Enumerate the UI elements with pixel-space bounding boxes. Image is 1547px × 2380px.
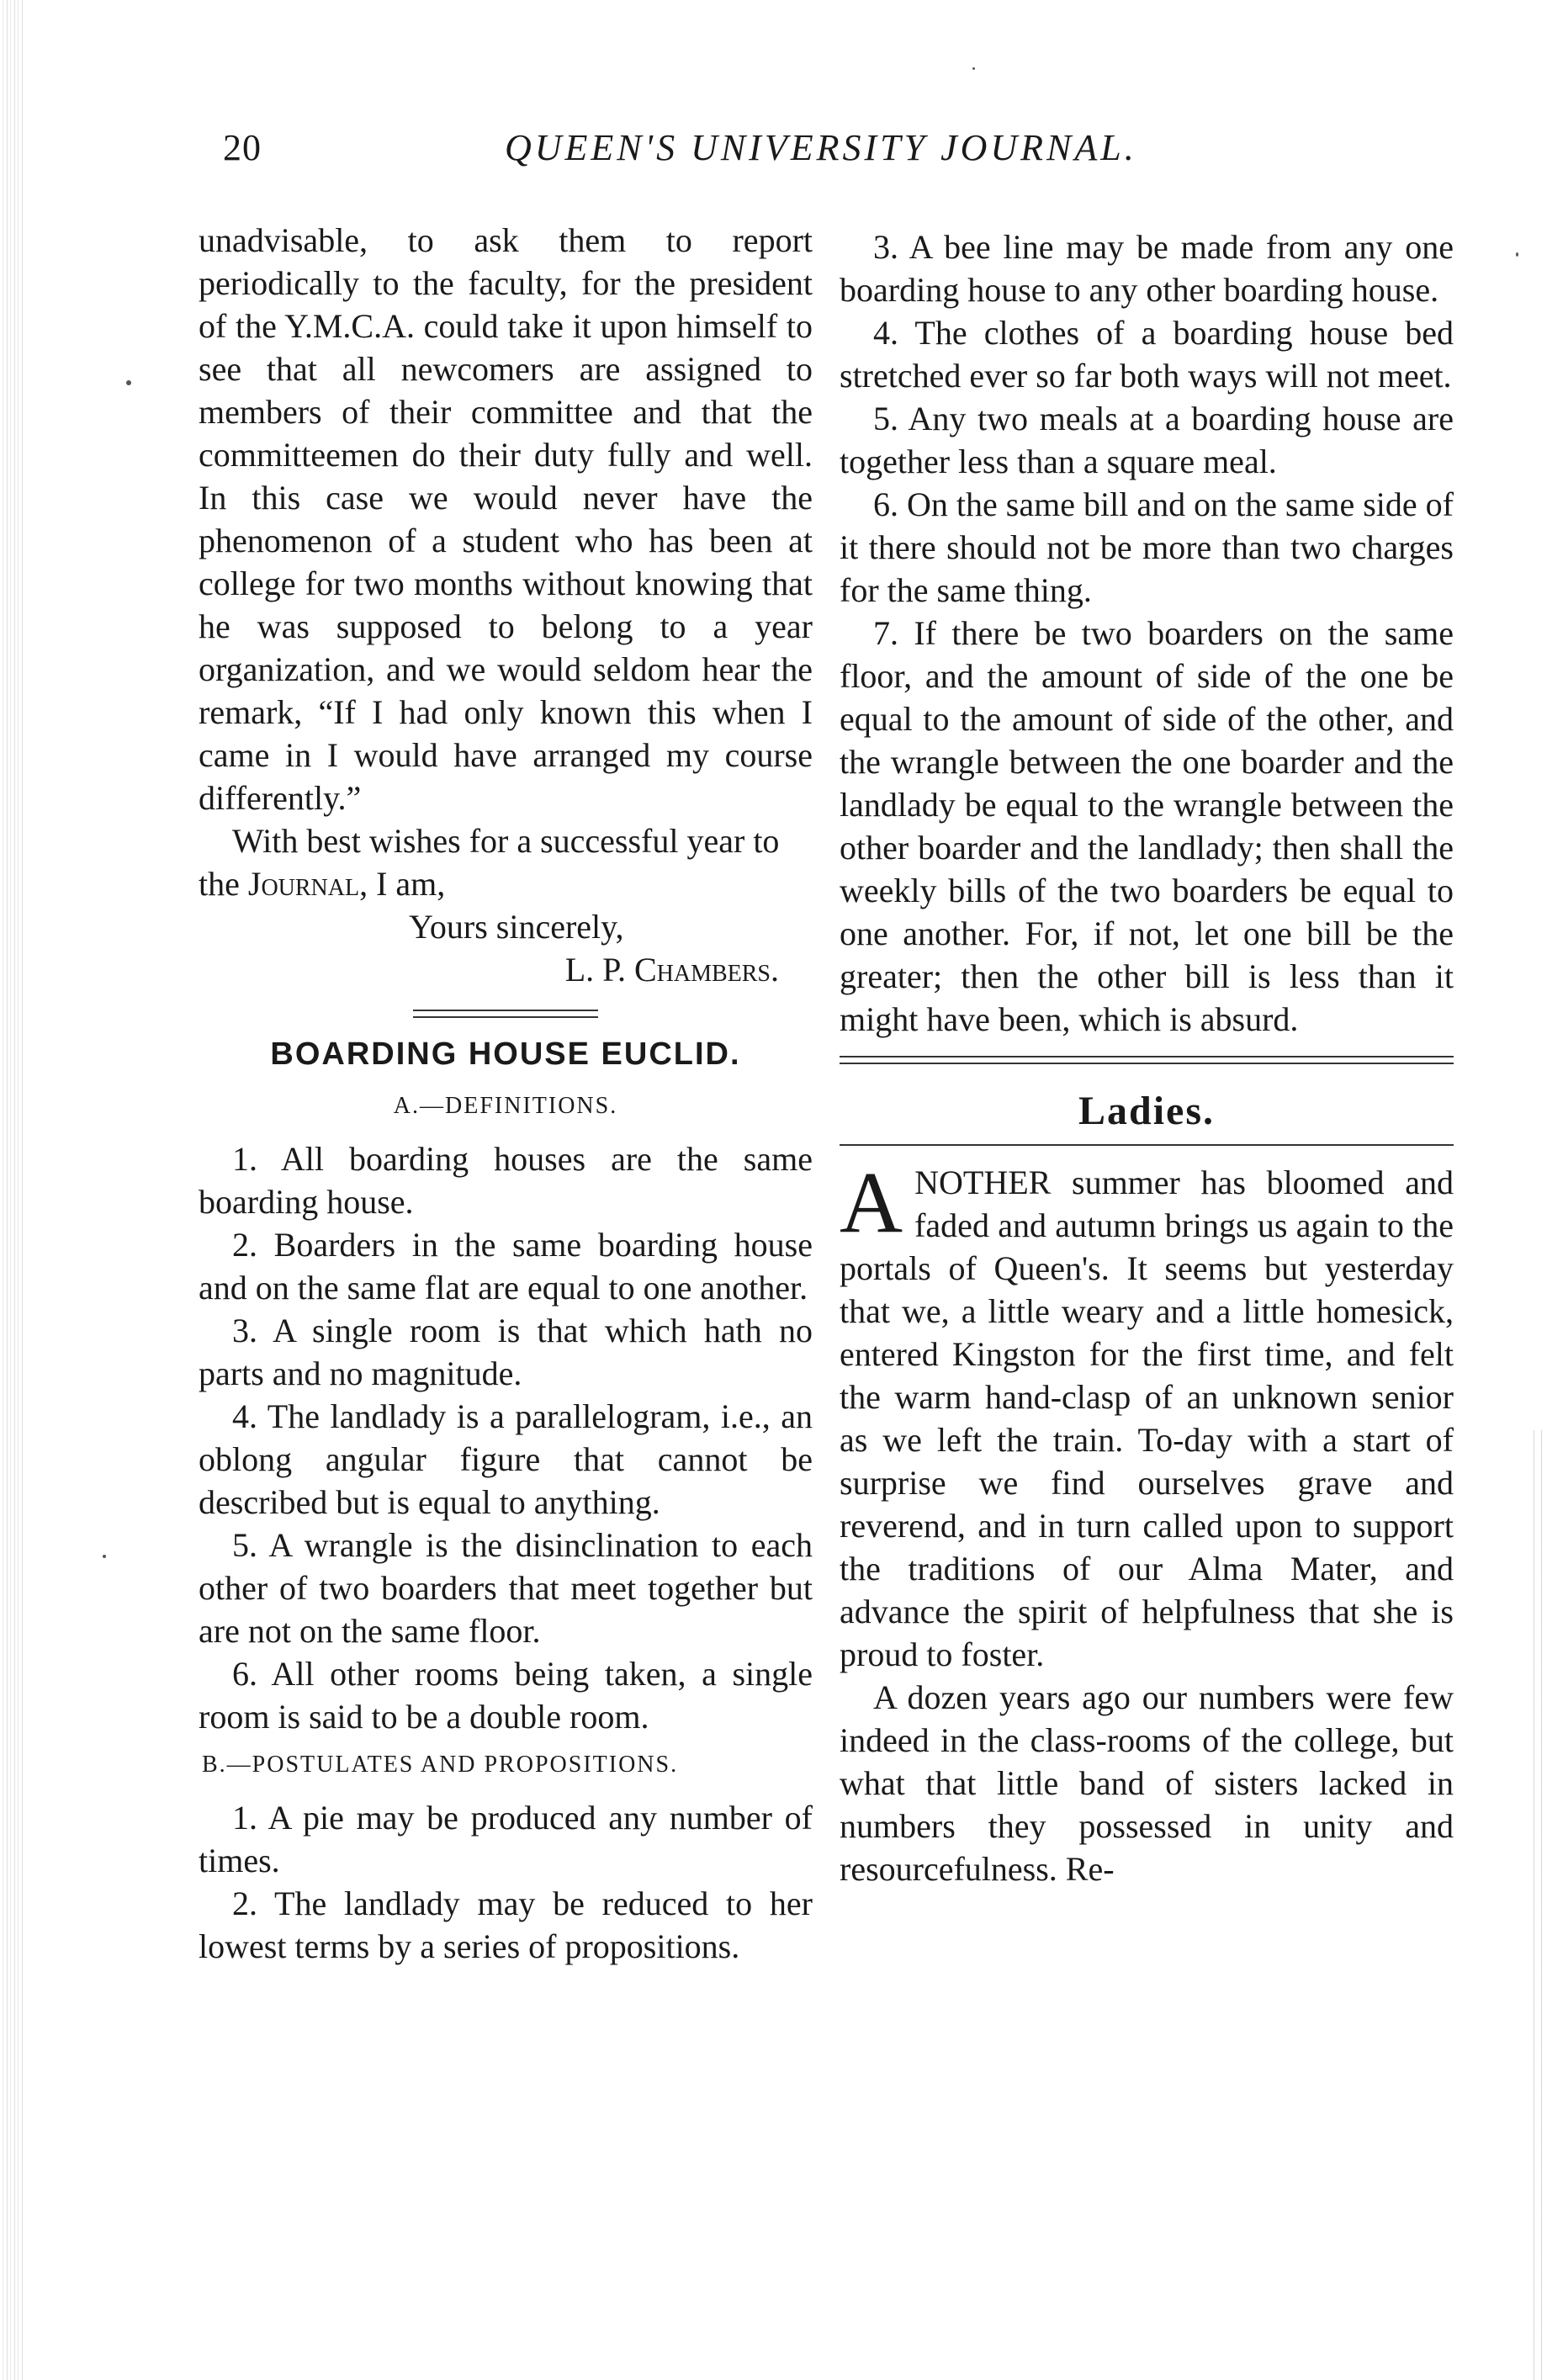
definition-item: 2. Boarders in the same boarding house and on the same flat are equal to one another. <box>199 1226 813 1307</box>
closing-text: With best wishes for a successful year to the <box>199 822 780 903</box>
definition-item: 3. A single room is that which hath no parts and no magnitude. <box>199 1312 813 1392</box>
page-number: 20 <box>223 127 262 168</box>
scan-speck <box>1516 252 1518 257</box>
signature <box>199 948 813 991</box>
postulate-item: 7. If there be two boarders on the same floor, and the amount of side of the one be equal to the amount of side of the other, and the wrangle between the one boarder and the landlady be equal to the wrangle between the other boarder and the landlady; then shall the weekly bills of the two boarders be equal to one another. For, if not, let one bill be the greater; then the other bill is less than it might have been, which is absurd. <box>840 614 1454 1038</box>
definition-item: 6. All other rooms being taken, a single room is said to be a double room. <box>199 1655 813 1736</box>
section-divider <box>413 1010 598 1018</box>
ladies-heading: Ladies. <box>1078 1089 1216 1133</box>
scan-left-edge <box>0 0 24 2380</box>
left-column <box>199 219 813 1968</box>
ladies-paragraph-2: A dozen years ago our numbers were few indeed in the class-rooms of the college, but what that little band of sisters lacked in numbers they possessed in unity and resourcefulness. Re- <box>840 1678 1454 1888</box>
postulate-item: 3. A bee line may be made from any one boarding house to any other boarding house. <box>840 228 1454 309</box>
valediction: Yours sincerely, <box>409 908 624 946</box>
postulate-item: 1. A pie may be produced any number of times. <box>199 1799 813 1879</box>
dropcap-letter: A <box>840 1154 903 1251</box>
scan-speck <box>103 1555 106 1558</box>
ladies-paragraph <box>840 1154 1454 1676</box>
signature-initials: L. P. <box>564 951 626 989</box>
definitions-heading: A.—DEFINITIONS. <box>393 1093 618 1119</box>
page-header <box>202 126 1464 193</box>
definition-item: 5. A wrangle is the disinclination to each other of two boarders that meet together but are not on the same floor. <box>199 1526 813 1650</box>
closing-journal: Journal <box>247 865 360 903</box>
closing-end: , I am, <box>359 865 446 903</box>
right-column <box>840 225 1454 1890</box>
heading-rule <box>840 1144 1454 1146</box>
definition-item: 4. The landlady is a parallelogram, i.e., an oblong angular figure that cannot be described but is equal to anything. <box>199 1397 813 1521</box>
postulate-item: 5. Any two meals at a boarding house are together less than a square meal. <box>840 400 1454 480</box>
running-title: QUEEN'S UNIVERSITY JOURNAL. <box>505 127 1137 168</box>
scan-speck <box>126 380 131 385</box>
euclid-heading: BOARDING HOUSE EUCLID. <box>270 1036 741 1072</box>
postulate-item: 4. The clothes of a boarding house bed stretched ever so far both ways will not meet. <box>840 314 1454 395</box>
signature-name: Chambers. <box>633 951 779 989</box>
scan-speck <box>972 67 975 70</box>
ladies-paragraph-text: NOTHER summer has bloomed and faded and autumn brings us again to the portals of Queen's. It seems but yesterday that we, a little weary and a little homesick, entered Kingston for the first time, and felt the warm hand-clasp of an unknown senior as we left the train. To-day with a start of surprise we find ourselves grave and reverend, and in turn called upon to support the traditions of our Alma Mater, and advance the spirit of helpfulness that she is proud to foster. <box>840 1163 1454 1673</box>
postulates-heading: B.—POSTULATES AND PROPOSITIONS. <box>202 1752 679 1778</box>
postulate-item: 2. The landlady may be reduced to her lowest terms by a series of propositions. <box>199 1884 813 1965</box>
definition-item: 1. All boarding houses are the same boarding house. <box>199 1140 813 1221</box>
letter-closing <box>199 819 813 905</box>
postulate-item: 6. On the same bill and on the same side of it there should not be more than two charges for the same thing. <box>840 485 1454 609</box>
section-divider <box>840 1056 1454 1064</box>
letter-body: unadvisable, to ask them to report periodically to the faculty, for the president of the Y.M.C.A. could take it upon himself to see that all newcomers are assigned to members of their committee and that the committeemen do their duty fully and well. In this case we would never have the phenomenon of a student who has been at college for two months without knowing that he was supposed to belong to a year organization, and we would seldom hear the remark, “If I had only known this when I came in I would have arranged my course differently.” <box>199 221 813 817</box>
scan-right-edge <box>1530 1430 1547 2380</box>
